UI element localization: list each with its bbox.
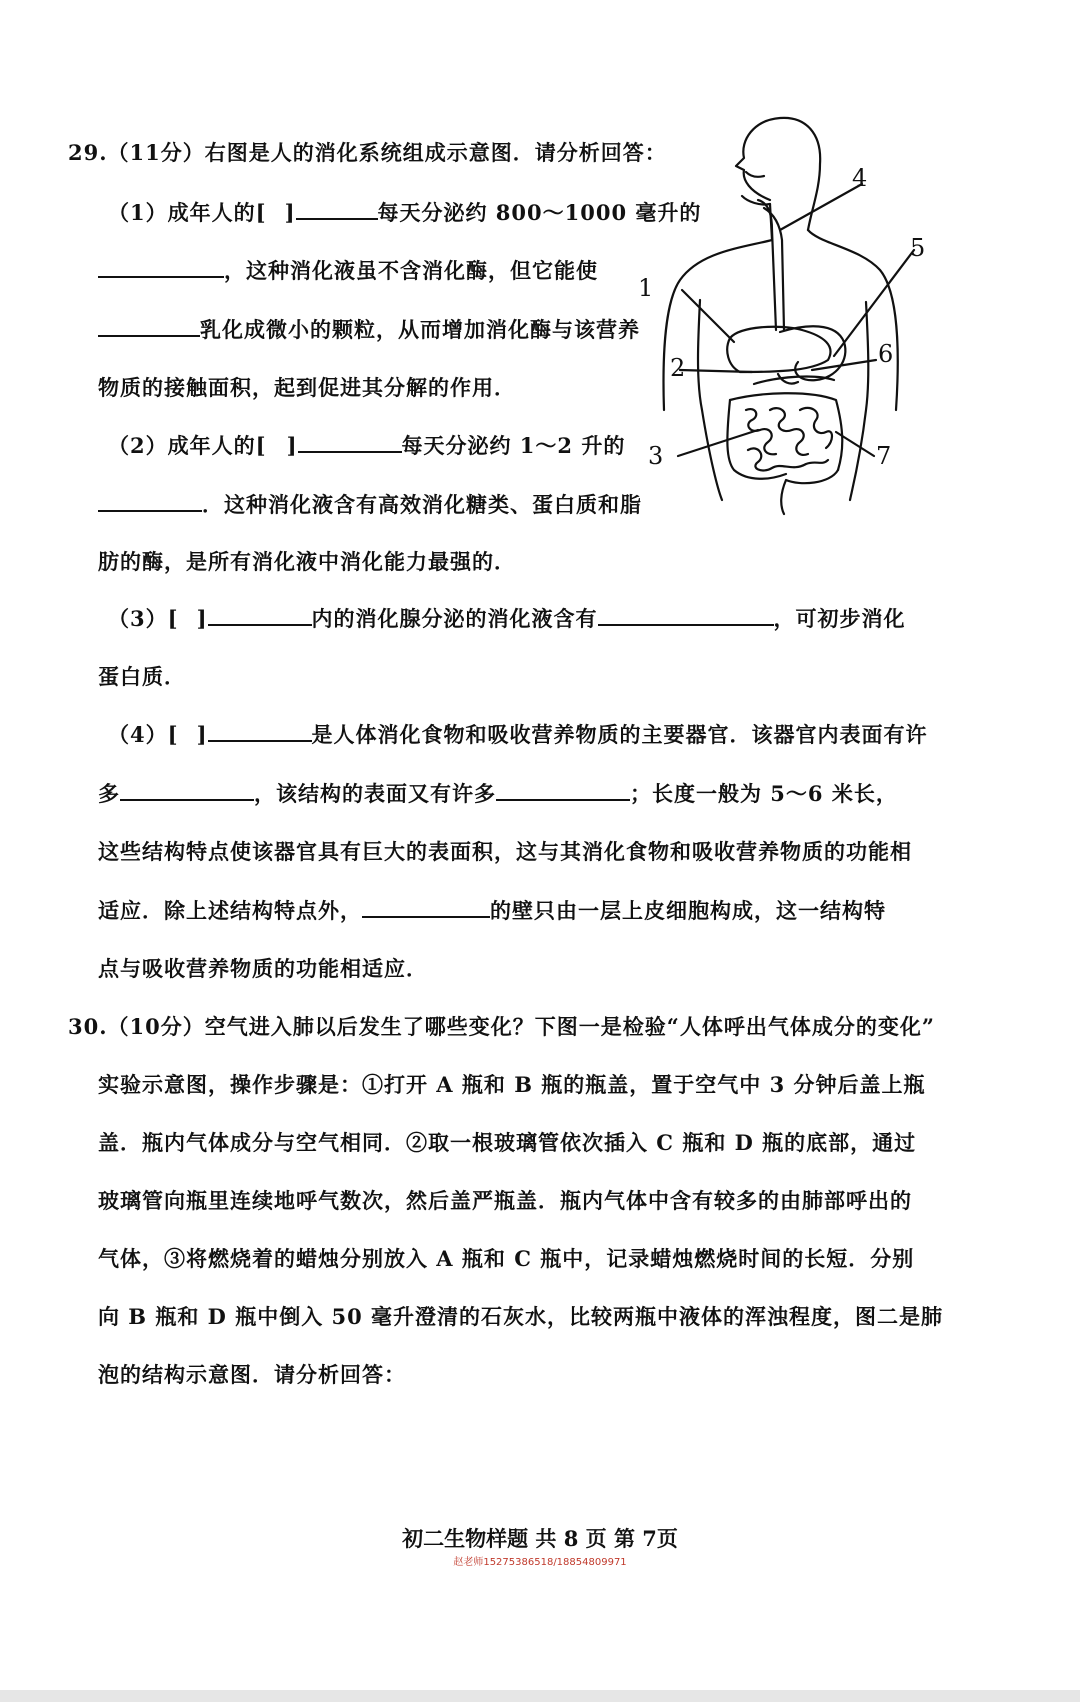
text: ．这种消化液含有高效消化糖类、蛋白质和脂 — [202, 492, 642, 517]
digestive-system-diagram — [630, 110, 940, 530]
q29-p3-line1 — [108, 603, 906, 633]
text: ，这种消化液虽不含消化酶，但它能使 — [224, 258, 598, 283]
q29-p4-line4 — [98, 895, 886, 925]
text: 内的消化腺分泌的消化液含有 — [311, 606, 598, 631]
text: ] — [196, 722, 208, 747]
q29-p2-line1 — [108, 430, 625, 460]
q29-p4-line5: 点与吸收营养物质的功能相适应． — [98, 956, 428, 981]
text: ；长度一般为 5～6 米长， — [630, 781, 898, 806]
answer-blank[interactable] — [98, 258, 224, 278]
scan-edge — [0, 1690, 1080, 1702]
q29-p2-line3: 肪的酶，是所有消化液中消化能力最强的． — [98, 549, 516, 574]
q30-line6: 向 B 瓶和 D 瓶中倒入 50 毫升澄清的石灰水，比较两瓶中液体的浑浊程度，图二是肺 — [98, 1304, 944, 1329]
label-1: 1 — [638, 274, 654, 302]
q29-p3-line2: 蛋白质． — [98, 664, 186, 689]
text: ，该结构的表面又有许多 — [254, 781, 496, 806]
label-5: 5 — [910, 234, 926, 262]
text: ] — [284, 200, 296, 225]
answer-blank[interactable] — [208, 722, 312, 742]
text: 多 — [98, 781, 120, 806]
q29-p1-line3 — [98, 314, 640, 344]
answer-blank[interactable] — [98, 492, 202, 512]
answer-blank[interactable] — [598, 606, 774, 626]
text: （3）[ — [108, 606, 179, 631]
label-7: 7 — [876, 442, 892, 470]
q29-p1-line1 — [108, 197, 701, 227]
text: （2）成年人的[ — [108, 433, 267, 458]
answer-blank[interactable] — [208, 606, 312, 626]
q29-p1-line4: 物质的接触面积，起到促进其分解的作用． — [98, 375, 516, 400]
q29-p4-line3: 这些结构特点使该器官具有巨大的表面积，这与其消化食物和吸收营养物质的功能相 — [98, 839, 912, 864]
answer-blank[interactable] — [120, 781, 254, 801]
label-3: 3 — [648, 442, 664, 470]
answer-blank[interactable] — [496, 781, 630, 801]
text: 的壁只由一层上皮细胞构成，这一结构特 — [490, 898, 886, 923]
text: 每天分泌约 800～1000 毫升的 — [377, 200, 702, 225]
text: ] — [286, 433, 298, 458]
text: 每天分泌约 1～2 升的 — [401, 433, 626, 458]
q29-p4-line1 — [108, 719, 928, 749]
q30-line2: 实验示意图，操作步骤是：①打开 A 瓶和 B 瓶的瓶盖，置于空气中 3 分钟后盖上瓶 — [98, 1072, 926, 1097]
q30-line7: 泡的结构示意图．请分析回答： — [98, 1362, 406, 1387]
answer-blank[interactable] — [296, 200, 378, 220]
q29-intro: 29.（11分）右图是人的消化系统组成示意图．请分析回答： — [68, 140, 667, 165]
answer-blank[interactable] — [98, 317, 200, 337]
page-footer: 初二生物样题 共 8 页 第 7页 — [402, 1526, 678, 1551]
label-4: 4 — [852, 164, 868, 192]
watermark-text: 赵老师15275386518/18854809971 — [453, 1557, 627, 1568]
text: 乳化成微小的颗粒，从而增加消化酶与该营养 — [200, 317, 640, 342]
text: ，可初步消化 — [773, 606, 906, 631]
text: 适应．除上述结构特点外， — [98, 898, 362, 923]
text: （1）成年人的[ — [108, 200, 267, 225]
q30-line3: 盖．瓶内气体成分与空气相同．②取一根玻璃管依次插入 C 瓶和 D 瓶的底部，通过 — [98, 1130, 917, 1155]
label-6: 6 — [878, 340, 894, 368]
text: （4）[ — [108, 722, 179, 747]
text: ] — [196, 606, 208, 631]
q30-line1: 30.（10分）空气进入肺以后发生了哪些变化？下图一是检验“人体呼出气体成分的变化” — [68, 1014, 935, 1039]
text: 是人体消化食物和吸收营养物质的主要器官．该器官内表面有许 — [311, 722, 928, 747]
answer-blank[interactable] — [362, 898, 490, 918]
answer-blank[interactable] — [298, 433, 402, 453]
q29-p2-line2 — [98, 489, 642, 519]
q29-p4-line2 — [98, 778, 898, 808]
q29-p1-line2 — [98, 255, 598, 285]
label-2: 2 — [670, 354, 686, 382]
q30-line5: 气体，③将燃烧着的蜡烛分别放入 A 瓶和 C 瓶中，记录蜡烛燃烧时间的长短．分别 — [98, 1246, 915, 1271]
q30-line4: 玻璃管向瓶里连续地呼气数次，然后盖严瓶盖．瓶内气体中含有较多的由肺部呼出的 — [98, 1188, 912, 1213]
